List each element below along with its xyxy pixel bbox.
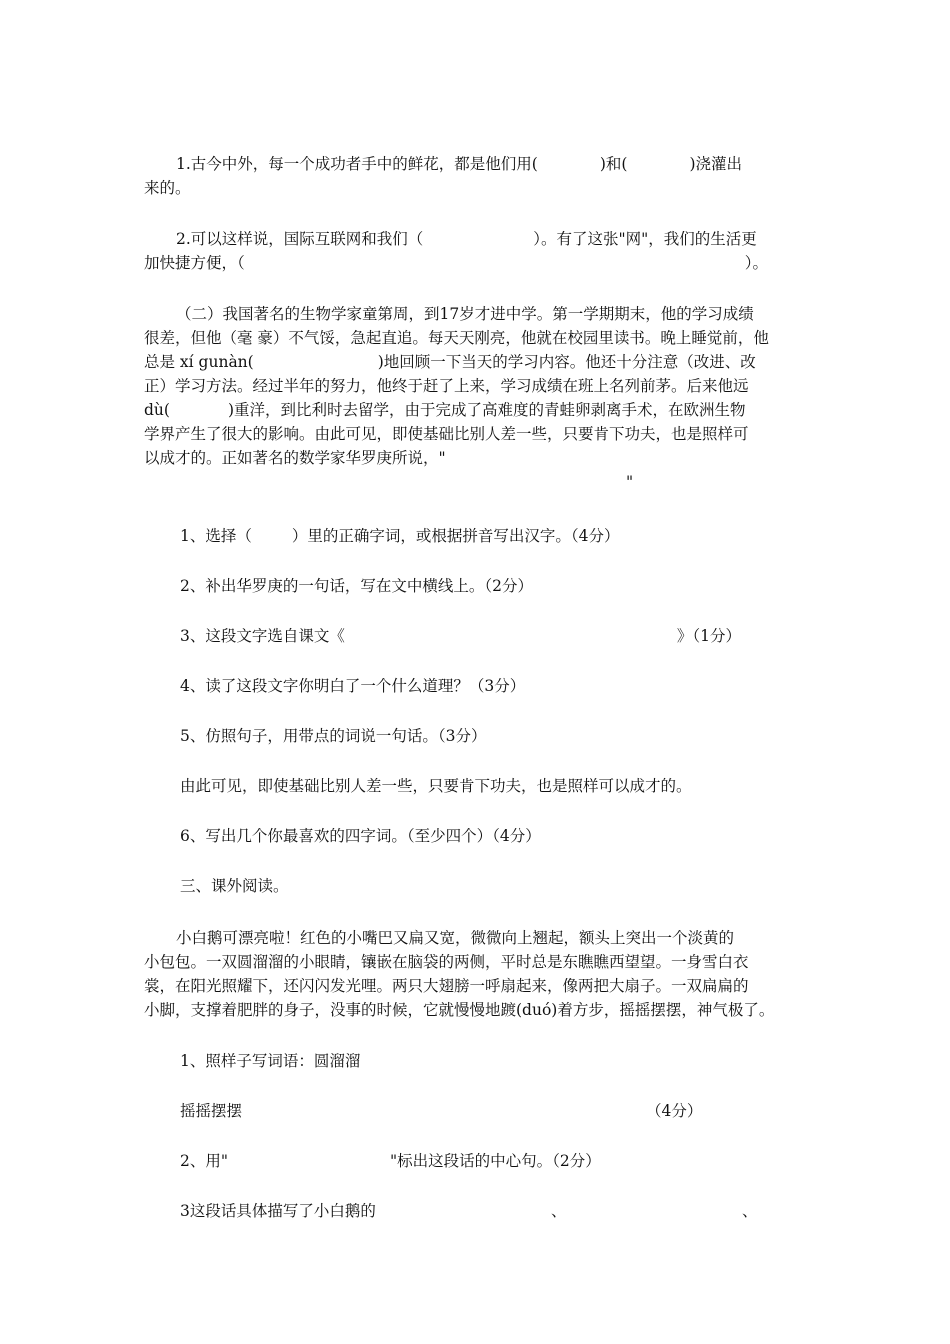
fill-item-2-line-1 — [176, 227, 757, 251]
question-3 — [180, 624, 741, 648]
passage2-line-6: 学界产生了很大的影响。由此可见，即使基础比别人差一些，只要肯下功夫，也是照样可 — [144, 425, 749, 443]
section-3-passage-line-2: 小包包。一双圆溜溜的小眼睛，镶嵌在脑袋的两侧，平时总是东瞧瞧西望望。一身雪白衣 — [144, 953, 749, 971]
section-3-question-3-sep-1: 、 — [551, 1202, 567, 1220]
section-3-heading: 三、课外阅读。 — [180, 877, 289, 895]
question-3-text-a: 3、这段文字选自课文《 — [180, 627, 345, 645]
example-sentence: 由此可见，即使基础比别人差一些，只要肯下功夫，也是照样可以成才的。 — [180, 777, 692, 795]
section-3-question-1-score: （4分） — [646, 1102, 703, 1120]
passage2-line-3 — [144, 350, 756, 374]
question-5: 5、仿照句子，用带点的词说一句话。（3分） — [180, 727, 487, 745]
section-3-question-2 — [180, 1149, 601, 1173]
passage2-line-7: 以成才的。正如著名的数学家华罗庚所说，" — [144, 449, 446, 467]
question-6: 6、写出几个你最喜欢的四字词。（至少四个）（4分） — [180, 827, 541, 845]
fill-item-2-text-c: 加快捷方便，（ — [144, 254, 245, 272]
fill-item-1-line-2: 来的。 — [144, 179, 191, 197]
question-3-text-b: 》（1分） — [676, 627, 741, 645]
section-3-question-3-sep-2: 、 — [742, 1202, 758, 1220]
fill-item-1-text-c: )浇灌出 — [689, 155, 743, 173]
passage2-line-1: （二）我国著名的生物学家童第周，到17岁才进中学。第一学期期末，他的学习成绩 — [176, 305, 754, 323]
section-3-question-1-example: 摇摇摆摆 — [180, 1102, 243, 1120]
passage2-line-5 — [144, 398, 746, 422]
fill-item-2-text-d: ）。 — [744, 254, 769, 272]
passage2-line-3-rest: )地回顾一下当天的学习内容。他还十分注意（改进、改 — [377, 353, 756, 371]
passage2-pinyin-1: 总是 xí gunàn( — [144, 353, 254, 371]
question-1 — [180, 524, 620, 548]
passage2-closing-quote: " — [626, 473, 634, 491]
fill-item-1-text-b: )和( — [599, 155, 628, 173]
fill-item-1-text-a: 1.古今中外，每一个成功者手中的鲜花，都是他们用( — [176, 155, 538, 173]
section-3-passage-line-1: 小白鹅可漂亮啦！红色的小嘴巴又扁又宽，微微向上翘起，额头上突出一个淡黄的 — [176, 929, 735, 947]
section-3-passage-line-3: 裳，在阳光照耀下，还闪闪发光哩。两只大翅膀一呼扇起来，像两把大扇子。一双扁扁的 — [144, 977, 749, 995]
fill-item-2-text-b: ）。有了这张"网"，我们的生活更 — [533, 230, 757, 248]
question-1-text-b: ）里的正确字词，或根据拼音写出汉字。（4分） — [291, 527, 620, 545]
passage2-pinyin-2: dù( — [144, 401, 170, 419]
passage2-line-4: 正）学习方法。经过半年的努力，他终于赶了上来，学习成绩在班上名列前茅。后来他远 — [144, 377, 749, 395]
section-3-question-1: 1、照样子写词语：圆溜溜 — [180, 1052, 361, 1070]
question-4: 4、读了这段文字你明白了一个什么道理？（3分） — [180, 677, 526, 695]
question-1-text-a: 1、选择（ — [180, 527, 252, 545]
passage2-line-5-rest: )重洋，到比利时去留学，由于完成了高难度的青蛙卵剥离手术，在欧洲生物 — [227, 401, 746, 419]
question-2: 2、补出华罗庚的一句话，写在文中横线上。（2分） — [180, 577, 533, 595]
passage2-line-2: 很差，但他（毫 豪）不气馁，急起直追。每天天刚亮，他就在校园里读书。晚上睡觉前，他 — [144, 329, 769, 347]
section-3-question-3: 3这段话具体描写了小白鹅的 — [180, 1202, 376, 1220]
section-3-passage-line-4: 小脚，支撑着肥胖的身子，没事的时候，它就慢慢地踱(duó)着方步，摇摇摆摆，神气极了。 — [144, 1001, 775, 1019]
section-3-question-2-text-a: 2、用" — [180, 1152, 228, 1170]
section-3-question-2-text-b: "标出这段话的中心句。（2分） — [390, 1152, 601, 1170]
fill-item-2-line-2 — [144, 251, 768, 275]
fill-item-2-text-a: 2.可以这样说，国际互联网和我们（ — [176, 230, 424, 248]
fill-item-1-line-1 — [176, 152, 742, 176]
